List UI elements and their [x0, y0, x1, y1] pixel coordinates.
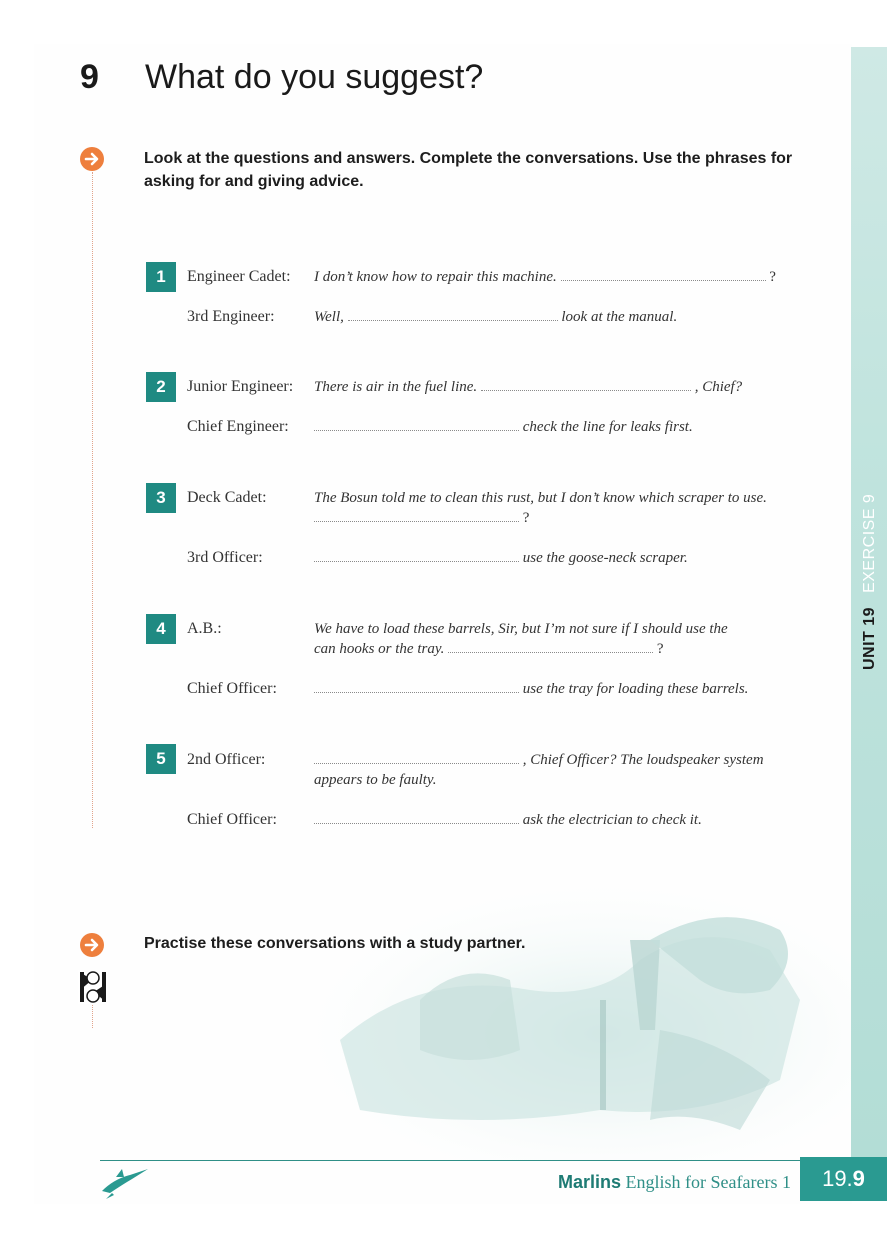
dialogue-line	[314, 379, 742, 396]
dialogue-line-continued	[314, 510, 529, 527]
dialogue-line	[314, 681, 748, 698]
speaker-label: A.B.:	[187, 620, 222, 637]
answer-blank[interactable]	[448, 641, 653, 653]
dialogue-end: ?	[656, 641, 664, 657]
dialogue-text: We have to load these barrels, Sir, but I’m not sure if I should use the	[314, 621, 728, 637]
exercise-number: 9	[80, 58, 99, 96]
dialogue-end: ?	[522, 510, 530, 526]
speaker-label: Chief Engineer:	[187, 418, 289, 435]
item-number-badge: 1	[146, 262, 176, 292]
marlin-logo-icon	[100, 1163, 150, 1199]
dialogue-line	[314, 812, 702, 829]
speaker-label: 3rd Officer:	[187, 549, 263, 566]
book-title	[558, 1172, 791, 1193]
dialogue-text: check the line for leaks first.	[522, 419, 693, 435]
item-number-badge: 3	[146, 483, 176, 513]
dialogue-line	[314, 419, 693, 436]
answer-blank[interactable]	[481, 379, 691, 391]
speaker-label: Engineer Cadet:	[187, 268, 291, 285]
dialogue-end: ?	[769, 269, 776, 285]
item-number-badge: 5	[146, 744, 176, 774]
answer-blank[interactable]	[314, 510, 519, 522]
answer-blank[interactable]	[314, 812, 519, 824]
arrow-right-icon	[80, 933, 104, 957]
dialogue-text: use the goose-neck scraper.	[522, 550, 688, 566]
dialogue-line-continued	[314, 772, 437, 789]
dialogue-line	[314, 752, 764, 769]
brand-name: Marlins	[558, 1172, 622, 1192]
dialogue-text: Well,	[314, 309, 344, 325]
dialogue-line	[314, 309, 677, 326]
footer-rule	[100, 1160, 800, 1161]
dialogue-end: , Chief Officer? The loudspeaker system	[522, 752, 764, 768]
instruction-text: Look at the questions and answers. Complete the conversations. Use the phrases for asking for and giving advice.	[144, 150, 793, 190]
dialogue-end: , Chief?	[694, 379, 743, 395]
speaker-label: 3rd Engineer:	[187, 308, 275, 325]
dialogue-text: There is air in the fuel line.	[314, 379, 478, 395]
dialogue-line	[314, 550, 688, 567]
item-number-badge: 4	[146, 614, 176, 644]
dialogue-text: use the tray for loading these barrels.	[522, 681, 749, 697]
page-unit: 19.	[822, 1166, 853, 1191]
dialogue-text: look at the manual.	[561, 309, 678, 325]
dotted-margin-rule	[92, 172, 93, 828]
dialogue-line	[314, 269, 776, 286]
book-subtitle: English for Seafarers 1	[625, 1172, 791, 1192]
dialogue-text: The Bosun told me to clean this rust, but I don’t know which scraper to use.	[314, 490, 767, 506]
answer-blank[interactable]	[348, 309, 558, 321]
answer-blank[interactable]	[314, 681, 519, 693]
page-number-tab	[800, 1157, 887, 1201]
speaker-label: Chief Officer:	[187, 680, 277, 697]
dotted-margin-rule-lower	[92, 1000, 93, 1028]
page-title: What do you suggest?	[145, 58, 484, 96]
speaker-label: Chief Officer:	[187, 811, 277, 828]
speaker-label: Junior Engineer:	[187, 378, 294, 395]
dialogue-text: I don’t know how to repair this machine.	[314, 269, 557, 285]
dialogue-text: can hooks or the tray.	[314, 641, 445, 657]
dialogue-line-continued	[314, 641, 664, 658]
dialogue-text: ask the electrician to check it.	[522, 812, 702, 828]
speaker-label: 2nd Officer:	[187, 751, 266, 768]
dialogue-line	[314, 621, 728, 638]
arrow-right-icon	[80, 147, 104, 171]
answer-blank[interactable]	[561, 269, 766, 281]
speaker-label: Deck Cadet:	[187, 489, 267, 506]
background-photo	[300, 880, 851, 1160]
dialogue-line	[314, 490, 767, 507]
side-unit-label: UNIT 19	[861, 606, 878, 670]
page-exercise: 9	[852, 1166, 865, 1191]
answer-blank[interactable]	[314, 419, 519, 431]
item-number-badge: 2	[146, 372, 176, 402]
answer-blank[interactable]	[314, 550, 519, 562]
side-exercise-label: EXERCISE 9	[861, 493, 878, 593]
answer-blank[interactable]	[314, 752, 519, 764]
dialogue-text: appears to be faulty.	[314, 772, 437, 788]
practice-instruction: Practise these conversations with a study partner.	[144, 935, 526, 952]
study-partner-icon	[78, 970, 108, 1004]
